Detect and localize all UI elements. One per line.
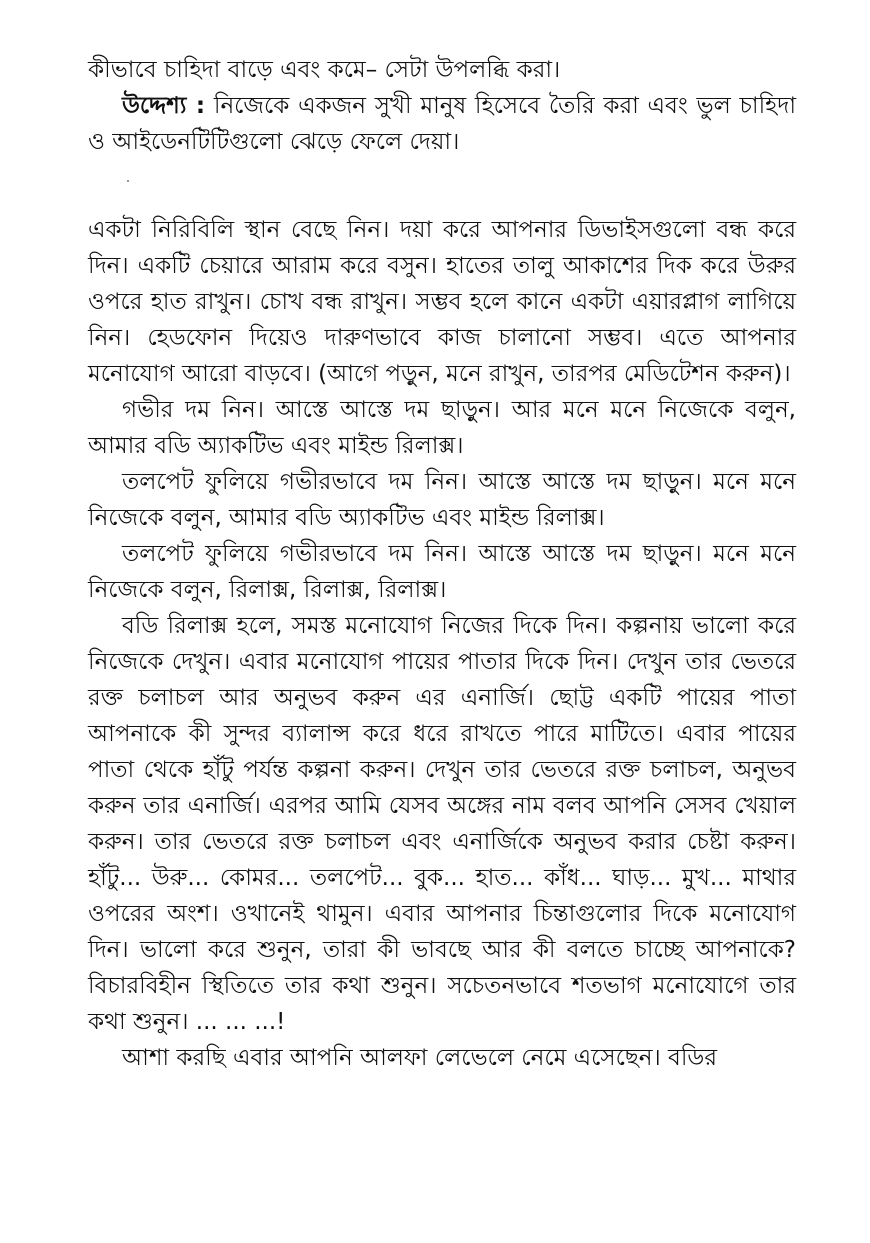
paragraph-breath-2: তলপেট ফুলিয়ে গভীরভাবে দম নিন। আস্তে আস্তে দম ছাড়ুন। মনে মনে নিজেকে বলুন, আমার বডি অ্যাকটিভ এবং মাইন্ড রিলাক্স।	[88, 469, 796, 531]
paragraph-breath-1: গভীর দম নিন। আস্তে আস্তে দম ছাড়ুন। আর মনে মনে নিজেকে বলুন, আমার বডি অ্যাকটিভ এবং মাইন্ড রিলাক্স।	[88, 397, 796, 459]
page-text	[88, 52, 796, 1076]
objective-text: নিজেকে একজন সুখী মানুষ হিসেবে তৈরি করা এবং ভুল চাহিদা ও আইডেনটিটিগুলো ঝেড়ে ফেলে দেয়া।	[88, 93, 796, 155]
intro-line: কীভাবে চাহিদা বাড়ে এবং কমে– সেটা উপলব্ধি করা।	[88, 57, 561, 83]
paragraph-instructions: একটা নিরিবিলি স্থান বেছে নিন। দয়া করে আপনার ডিভাইসগুলো বন্ধ করে দিন। একটি চেয়ারে আরাম করে বসুন। হাতের তালু আকাশের দিক করে উরুর ওপরে হাত রাখুন। চোখ বন্ধ রাখুন। সম্ভব হলে কানে একটা এয়ারপ্লাগ লাগিয়ে নিন। হেডফোন দিয়েও দারুণভাবে কাজ চালানো সম্ভব। এতে আপনার মনোযোগ আরো বাড়বে। (আগে পড়ুন, মনে রাখুন, তারপর মেডিটেশন করুন)।	[88, 217, 796, 387]
objective-paragraph	[88, 88, 796, 160]
paragraph-alpha-level: আশা করছি এবার আপনি আলফা লেভেলে নেমে এসেছেন। বডির	[122, 1045, 717, 1071]
objective-label: উদ্দেশ্য :	[122, 93, 206, 119]
paragraph-breath-3: তলপেট ফুলিয়ে গভীরভাবে দম নিন। আস্তে আস্তে দম ছাড়ুন। মনে মনে নিজেকে বলুন, রিলাক্স, রিলাক্স, রিলাক্স।	[88, 541, 796, 603]
paragraph-body-scan: বডি রিলাক্স হলে, সমস্ত মনোযোগ নিজের দিকে দিন। কল্পনায় ভালো করে নিজেকে দেখুন। এবার মনোযোগ পায়ের পাতার দিকে দিন। দেখুন তার ভেতরে রক্ত চলাচল আর অনুভব করুন এর এনার্জি। ছোট্ট একটি পায়ের পাতা আপনাকে কী সুন্দর ব্যালান্স করে ধরে রাখতে পারে মাটিতে। এবার পায়ের পাতা থেকে হাঁটু পর্যন্ত কল্পনা করুন। দেখুন তার ভেতরে রক্ত চলাচল, অনুভব করুন তার এনার্জি। এরপর আমি যেসব অঙ্গের নাম বলব আপনি সেসব খেয়াল করুন। তার ভেতরে রক্ত চলাচল এবং এনার্জিকে অনুভব করার চেষ্টা করুন। হাঁটু... উরু... কোমর... তলপেট... বুক... হাত... কাঁধ... ঘাড়... মুখ... মাথার ওপরের অংশ। ওখানেই থামুন। এবার আপনার চিন্তাগুলোর দিকে মনোযোগ দিন। ভালো করে শুনুন, তারা কী ভাবছে আর কী বলতে চাচ্ছে আপনাকে? বিচারবিহীন স্থিতিতে তার কথা শুনুন। সচেতনভাবে শতভাগ মনোযোগে তার কথা শুনুন। ... ... ...!	[88, 613, 796, 1035]
